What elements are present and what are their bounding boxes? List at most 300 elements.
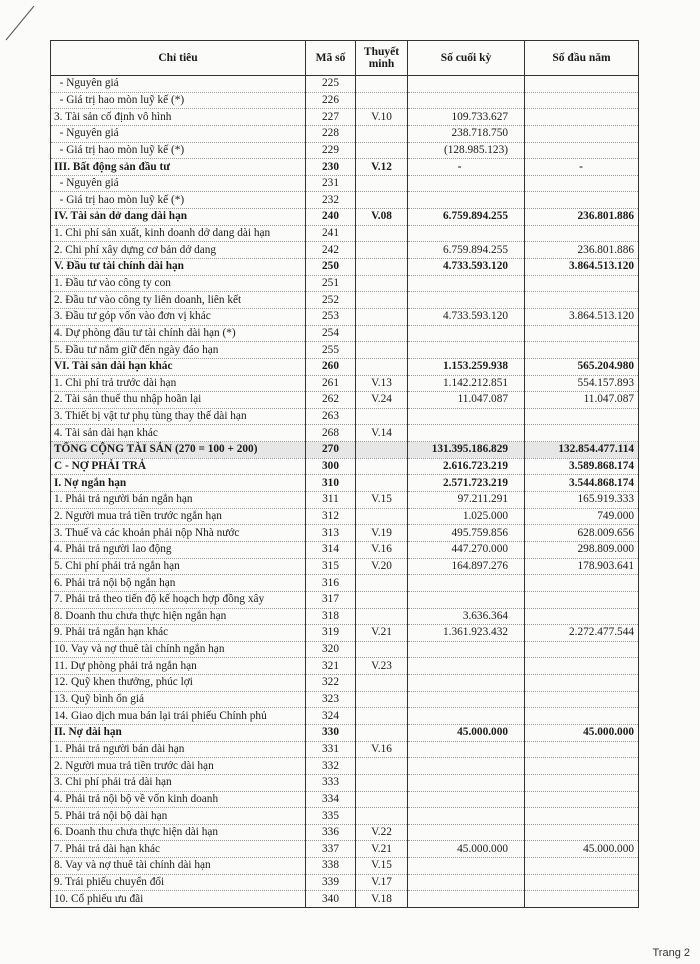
table-row [51,824,639,841]
row-start-value: 236.801.886 [525,209,639,226]
row-end-value [408,425,525,442]
row-label: - Nguyên giá [51,125,306,142]
row-note [356,641,408,658]
row-note: V.21 [356,625,408,642]
row-start-value [525,275,639,292]
row-label: 6. Phải trả nội bộ ngắn hạn [51,575,306,592]
row-note: V.13 [356,375,408,392]
row-start-value: 749.000 [525,508,639,525]
row-end-value: 1.025.000 [408,508,525,525]
row-code: 313 [306,525,356,542]
row-label: 9. Trái phiếu chuyển đổi [51,874,306,891]
row-start-value [525,192,639,209]
row-note: V.15 [356,492,408,509]
row-end-value [408,858,525,875]
row-code: 310 [306,475,356,492]
row-label: - Nguyên giá [51,175,306,192]
table-body [51,76,639,908]
row-end-value: 45.000.000 [408,724,525,741]
row-label: I. Nợ ngắn hạn [51,475,306,492]
row-start-value: 554.157.893 [525,375,639,392]
row-code: 331 [306,741,356,758]
row-end-value [408,824,525,841]
row-code: 322 [306,675,356,692]
row-code: 241 [306,225,356,242]
row-end-value: 164.897.276 [408,558,525,575]
row-label: 1. Phải trả người bán ngắn hạn [51,492,306,509]
row-note [356,142,408,159]
row-start-value [525,408,639,425]
header-so-dau-nam: Số đầu năm [525,41,639,76]
row-label: III. Bất động sản đầu tư [51,159,306,176]
row-end-value [408,292,525,309]
row-label: V. Đầu tư tài chính dài hạn [51,259,306,276]
row-note [356,325,408,342]
row-start-value: 11.047.087 [525,392,639,409]
table-row [51,891,639,908]
row-label: 11. Dự phòng phải trả ngắn hạn [51,658,306,675]
table-row [51,209,639,226]
row-end-value: 4.733.593.120 [408,308,525,325]
row-label: - Nguyên giá [51,76,306,93]
row-start-value: 298.809.000 [525,541,639,558]
row-end-value: 1.142.212.851 [408,375,525,392]
row-end-value: 4.733.593.120 [408,259,525,276]
row-code: 317 [306,591,356,608]
row-note [356,691,408,708]
row-note: V.17 [356,874,408,891]
row-note [356,675,408,692]
row-code: 227 [306,109,356,126]
row-note [356,308,408,325]
row-note [356,591,408,608]
row-note: V.18 [356,891,408,908]
row-label: 4. Phải trả người lao động [51,541,306,558]
row-start-value [525,342,639,359]
table-row [51,358,639,375]
table-row [51,758,639,775]
row-start-value [525,575,639,592]
row-start-value [525,325,639,342]
row-end-value [408,691,525,708]
row-label: 3. Chi phí phải trả dài hạn [51,774,306,791]
row-code: 338 [306,858,356,875]
row-end-value: 447.270.000 [408,541,525,558]
row-start-value [525,675,639,692]
row-note [356,774,408,791]
row-start-value [525,225,639,242]
row-label: 1. Đầu tư vào công ty con [51,275,306,292]
row-label: 13. Quỹ bình ổn giá [51,691,306,708]
row-code: 250 [306,259,356,276]
row-end-value [408,641,525,658]
row-code: 255 [306,342,356,359]
row-end-value: 109.733.627 [408,109,525,126]
row-label: 4. Phải trả nội bộ về vốn kinh doanh [51,791,306,808]
table-row [51,508,639,525]
row-note: V.16 [356,741,408,758]
row-start-value: 565.204.980 [525,358,639,375]
table-row [51,741,639,758]
row-start-value [525,774,639,791]
row-note [356,292,408,309]
row-code: 251 [306,275,356,292]
row-end-value [408,575,525,592]
row-code: 333 [306,774,356,791]
row-label: 4. Tài sản dài hạn khác [51,425,306,442]
row-code: 253 [306,308,356,325]
row-start-value [525,292,639,309]
row-code: 254 [306,325,356,342]
row-end-value [408,741,525,758]
row-code: 319 [306,625,356,642]
row-start-value [525,175,639,192]
table-row [51,192,639,209]
row-label: 5. Chi phí phải trả ngắn hạn [51,558,306,575]
row-code: 300 [306,458,356,475]
row-label: - Giá trị hao mòn luỹ kế (*) [51,192,306,209]
row-start-value [525,691,639,708]
row-note [356,92,408,109]
table-row [51,275,639,292]
row-note: V.20 [356,558,408,575]
row-label: 2. Tài sản thuế thu nhập hoãn lại [51,392,306,409]
row-note [356,475,408,492]
row-code: 337 [306,841,356,858]
row-start-value [525,76,639,93]
row-note: V.22 [356,824,408,841]
row-label: 2. Người mua trả tiền trước dài hạn [51,758,306,775]
row-start-value [525,125,639,142]
row-start-value [525,92,639,109]
row-note: V.23 [356,658,408,675]
row-label: VI. Tài sản dài hạn khác [51,358,306,375]
row-note [356,708,408,725]
row-end-value: 2.616.723.219 [408,458,525,475]
table-row [51,608,639,625]
row-code: 314 [306,541,356,558]
row-label: 2. Đầu tư vào công ty liên doanh, liên kết [51,292,306,309]
row-end-value: 3.636.364 [408,608,525,625]
table-row [51,724,639,741]
table-row [51,325,639,342]
row-start-value [525,791,639,808]
table-row [51,242,639,259]
row-note: V.21 [356,841,408,858]
row-label: C - NỢ PHẢI TRẢ [51,458,306,475]
row-end-value [408,92,525,109]
table-row [51,308,639,325]
row-start-value: 165.919.333 [525,492,639,509]
row-end-value [408,808,525,825]
row-note [356,175,408,192]
row-label: IV. Tài sản dở dang dài hạn [51,209,306,226]
table-row [51,442,639,459]
row-note: V.08 [356,209,408,226]
row-label: 1. Chi phí trả trước dài hạn [51,375,306,392]
row-start-value: 236.801.886 [525,242,639,259]
row-end-value: 238.718.750 [408,125,525,142]
row-code: 320 [306,641,356,658]
row-end-value [408,408,525,425]
row-note [356,791,408,808]
row-start-value [525,608,639,625]
row-code: 228 [306,125,356,142]
row-end-value [408,658,525,675]
row-end-value [408,225,525,242]
scan-mark [4,2,44,42]
row-code: 260 [306,358,356,375]
row-label: 2. Người mua trả tiền trước ngắn hạn [51,508,306,525]
row-end-value: 1.361.923.432 [408,625,525,642]
row-end-value [408,675,525,692]
row-start-value [525,641,639,658]
row-code: 226 [306,92,356,109]
row-code: 315 [306,558,356,575]
table-row [51,658,639,675]
row-note [356,125,408,142]
row-end-value: - [408,159,525,176]
table-row [51,142,639,159]
row-start-value [525,758,639,775]
row-code: 335 [306,808,356,825]
row-note: V.14 [356,425,408,442]
row-label: 5. Phải trả nội bộ dài hạn [51,808,306,825]
row-note [356,442,408,459]
row-note [356,458,408,475]
row-start-value: 178.903.641 [525,558,639,575]
row-label: - Giá trị hao mòn luỹ kế (*) [51,92,306,109]
row-code: 270 [306,442,356,459]
row-label: 3. Đầu tư góp vốn vào đơn vị khác [51,308,306,325]
row-end-value [408,192,525,209]
row-code: 232 [306,192,356,209]
row-start-value [525,808,639,825]
table-row [51,259,639,276]
row-end-value [408,325,525,342]
row-end-value: 495.759.856 [408,525,525,542]
row-end-value [408,874,525,891]
row-start-value [525,425,639,442]
row-label: TỔNG CỘNG TÀI SẢN (270 = 100 + 200) [51,442,306,459]
row-end-value: 11.047.087 [408,392,525,409]
row-note [356,408,408,425]
table-row [51,691,639,708]
page-number: Trang 2 [652,947,690,959]
row-code: 311 [306,492,356,509]
row-label: 10. Vay và nợ thuê tài chính ngắn hạn [51,641,306,658]
row-label: 10. Cổ phiếu ưu đãi [51,891,306,908]
table-row [51,858,639,875]
row-start-value [525,874,639,891]
table-row [51,525,639,542]
table-row [51,558,639,575]
row-start-value: 132.854.477.114 [525,442,639,459]
row-label: 1. Chi phí sản xuất, kinh doanh dở dang dài hạn [51,225,306,242]
row-start-value: 3.589.868.174 [525,458,639,475]
row-label: II. Nợ dài hạn [51,724,306,741]
row-code: 268 [306,425,356,442]
row-code: 332 [306,758,356,775]
row-code: 225 [306,76,356,93]
row-note [356,242,408,259]
table-row [51,591,639,608]
row-start-value [525,858,639,875]
row-start-value [525,891,639,908]
row-end-value [408,891,525,908]
row-note: V.15 [356,858,408,875]
row-start-value: - [525,159,639,176]
row-end-value: 6.759.894.255 [408,209,525,226]
row-end-value: 2.571.723.219 [408,475,525,492]
table-row [51,641,639,658]
row-note: V.24 [356,392,408,409]
row-start-value: 3.864.513.120 [525,259,639,276]
table-row [51,841,639,858]
row-note [356,342,408,359]
row-end-value: 6.759.894.255 [408,242,525,259]
table-row [51,475,639,492]
row-note [356,508,408,525]
table-row [51,408,639,425]
row-note: V.12 [356,159,408,176]
table-row [51,76,639,93]
row-code: 323 [306,691,356,708]
table-row [51,458,639,475]
row-code: 316 [306,575,356,592]
row-code: 229 [306,142,356,159]
table-row [51,808,639,825]
row-start-value: 45.000.000 [525,841,639,858]
row-label: 3. Thuế và các khoản phải nộp Nhà nước [51,525,306,542]
row-code: 324 [306,708,356,725]
row-code: 321 [306,658,356,675]
row-note [356,192,408,209]
row-end-value [408,758,525,775]
row-start-value [525,591,639,608]
row-start-value [525,708,639,725]
table-row [51,492,639,509]
row-label: 7. Phải trả theo tiến độ kế hoạch hợp đồng xây [51,591,306,608]
row-code: 242 [306,242,356,259]
row-end-value [408,774,525,791]
row-end-value [408,708,525,725]
row-code: 240 [306,209,356,226]
table-row [51,125,639,142]
table-row [51,109,639,126]
row-note [356,225,408,242]
row-note [356,358,408,375]
row-code: 252 [306,292,356,309]
row-code: 336 [306,824,356,841]
row-start-value [525,658,639,675]
row-start-value [525,741,639,758]
table-row [51,625,639,642]
row-code: 230 [306,159,356,176]
row-end-value: 45.000.000 [408,841,525,858]
row-label: 2. Chi phí xây dựng cơ bản dở dang [51,242,306,259]
table-row [51,541,639,558]
row-code: 318 [306,608,356,625]
row-start-value [525,824,639,841]
row-note [356,608,408,625]
row-label: 4. Dự phòng đầu tư tài chính dài hạn (*) [51,325,306,342]
row-start-value: 628.009.656 [525,525,639,542]
row-end-value [408,591,525,608]
row-start-value: 2.272.477.544 [525,625,639,642]
row-end-value [408,76,525,93]
row-note: V.10 [356,109,408,126]
table-row [51,375,639,392]
row-start-value: 45.000.000 [525,724,639,741]
row-code: 261 [306,375,356,392]
row-label: 8. Vay và nợ thuê tài chính dài hạn [51,858,306,875]
row-label: 14. Giao dịch mua bán lại trái phiếu Chính phủ [51,708,306,725]
row-label: 9. Phải trả ngắn hạn khác [51,625,306,642]
row-label: 5. Đầu tư nắm giữ đến ngày đáo hạn [51,342,306,359]
row-note [356,575,408,592]
table-header-row [51,41,639,76]
table-row [51,92,639,109]
row-code: 263 [306,408,356,425]
table-row [51,159,639,176]
table-row [51,774,639,791]
table-row [51,874,639,891]
row-start-value: 3.864.513.120 [525,308,639,325]
row-note [356,275,408,292]
row-end-value [408,175,525,192]
table-row [51,392,639,409]
row-end-value [408,342,525,359]
table-row [51,708,639,725]
row-label: - Giá trị hao mòn luỹ kế (*) [51,142,306,159]
table-row [51,292,639,309]
row-note [356,259,408,276]
row-note [356,808,408,825]
row-start-value [525,142,639,159]
row-end-value: 97.211.291 [408,492,525,509]
row-end-value [408,275,525,292]
row-label: 12. Quỹ khen thưởng, phúc lợi [51,675,306,692]
row-label: 7. Phải trả dài hạn khác [51,841,306,858]
header-chi-tieu: Chỉ tiêu [51,41,306,76]
table-row [51,175,639,192]
table-row [51,575,639,592]
row-label: 1. Phải trả người bán dài hạn [51,741,306,758]
row-note [356,76,408,93]
row-end-value: 131.395.186.829 [408,442,525,459]
row-label: 3. Tài sản cố định vô hình [51,109,306,126]
row-label: 8. Doanh thu chưa thực hiện ngắn hạn [51,608,306,625]
row-code: 334 [306,791,356,808]
row-code: 312 [306,508,356,525]
table-row [51,342,639,359]
row-code: 231 [306,175,356,192]
header-thuyet-minh: Thuyết minh [356,41,408,76]
row-start-value: 3.544.868.174 [525,475,639,492]
row-label: 6. Doanh thu chưa thực hiện dài hạn [51,824,306,841]
header-ma-so: Mã số [306,41,356,76]
balance-sheet-table [50,40,639,908]
row-code: 330 [306,724,356,741]
header-so-cuoi-ky: Số cuối kỳ [408,41,525,76]
row-code: 339 [306,874,356,891]
row-end-value: 1.153.259.938 [408,358,525,375]
row-note [356,758,408,775]
row-note: V.19 [356,525,408,542]
row-start-value [525,109,639,126]
row-code: 340 [306,891,356,908]
